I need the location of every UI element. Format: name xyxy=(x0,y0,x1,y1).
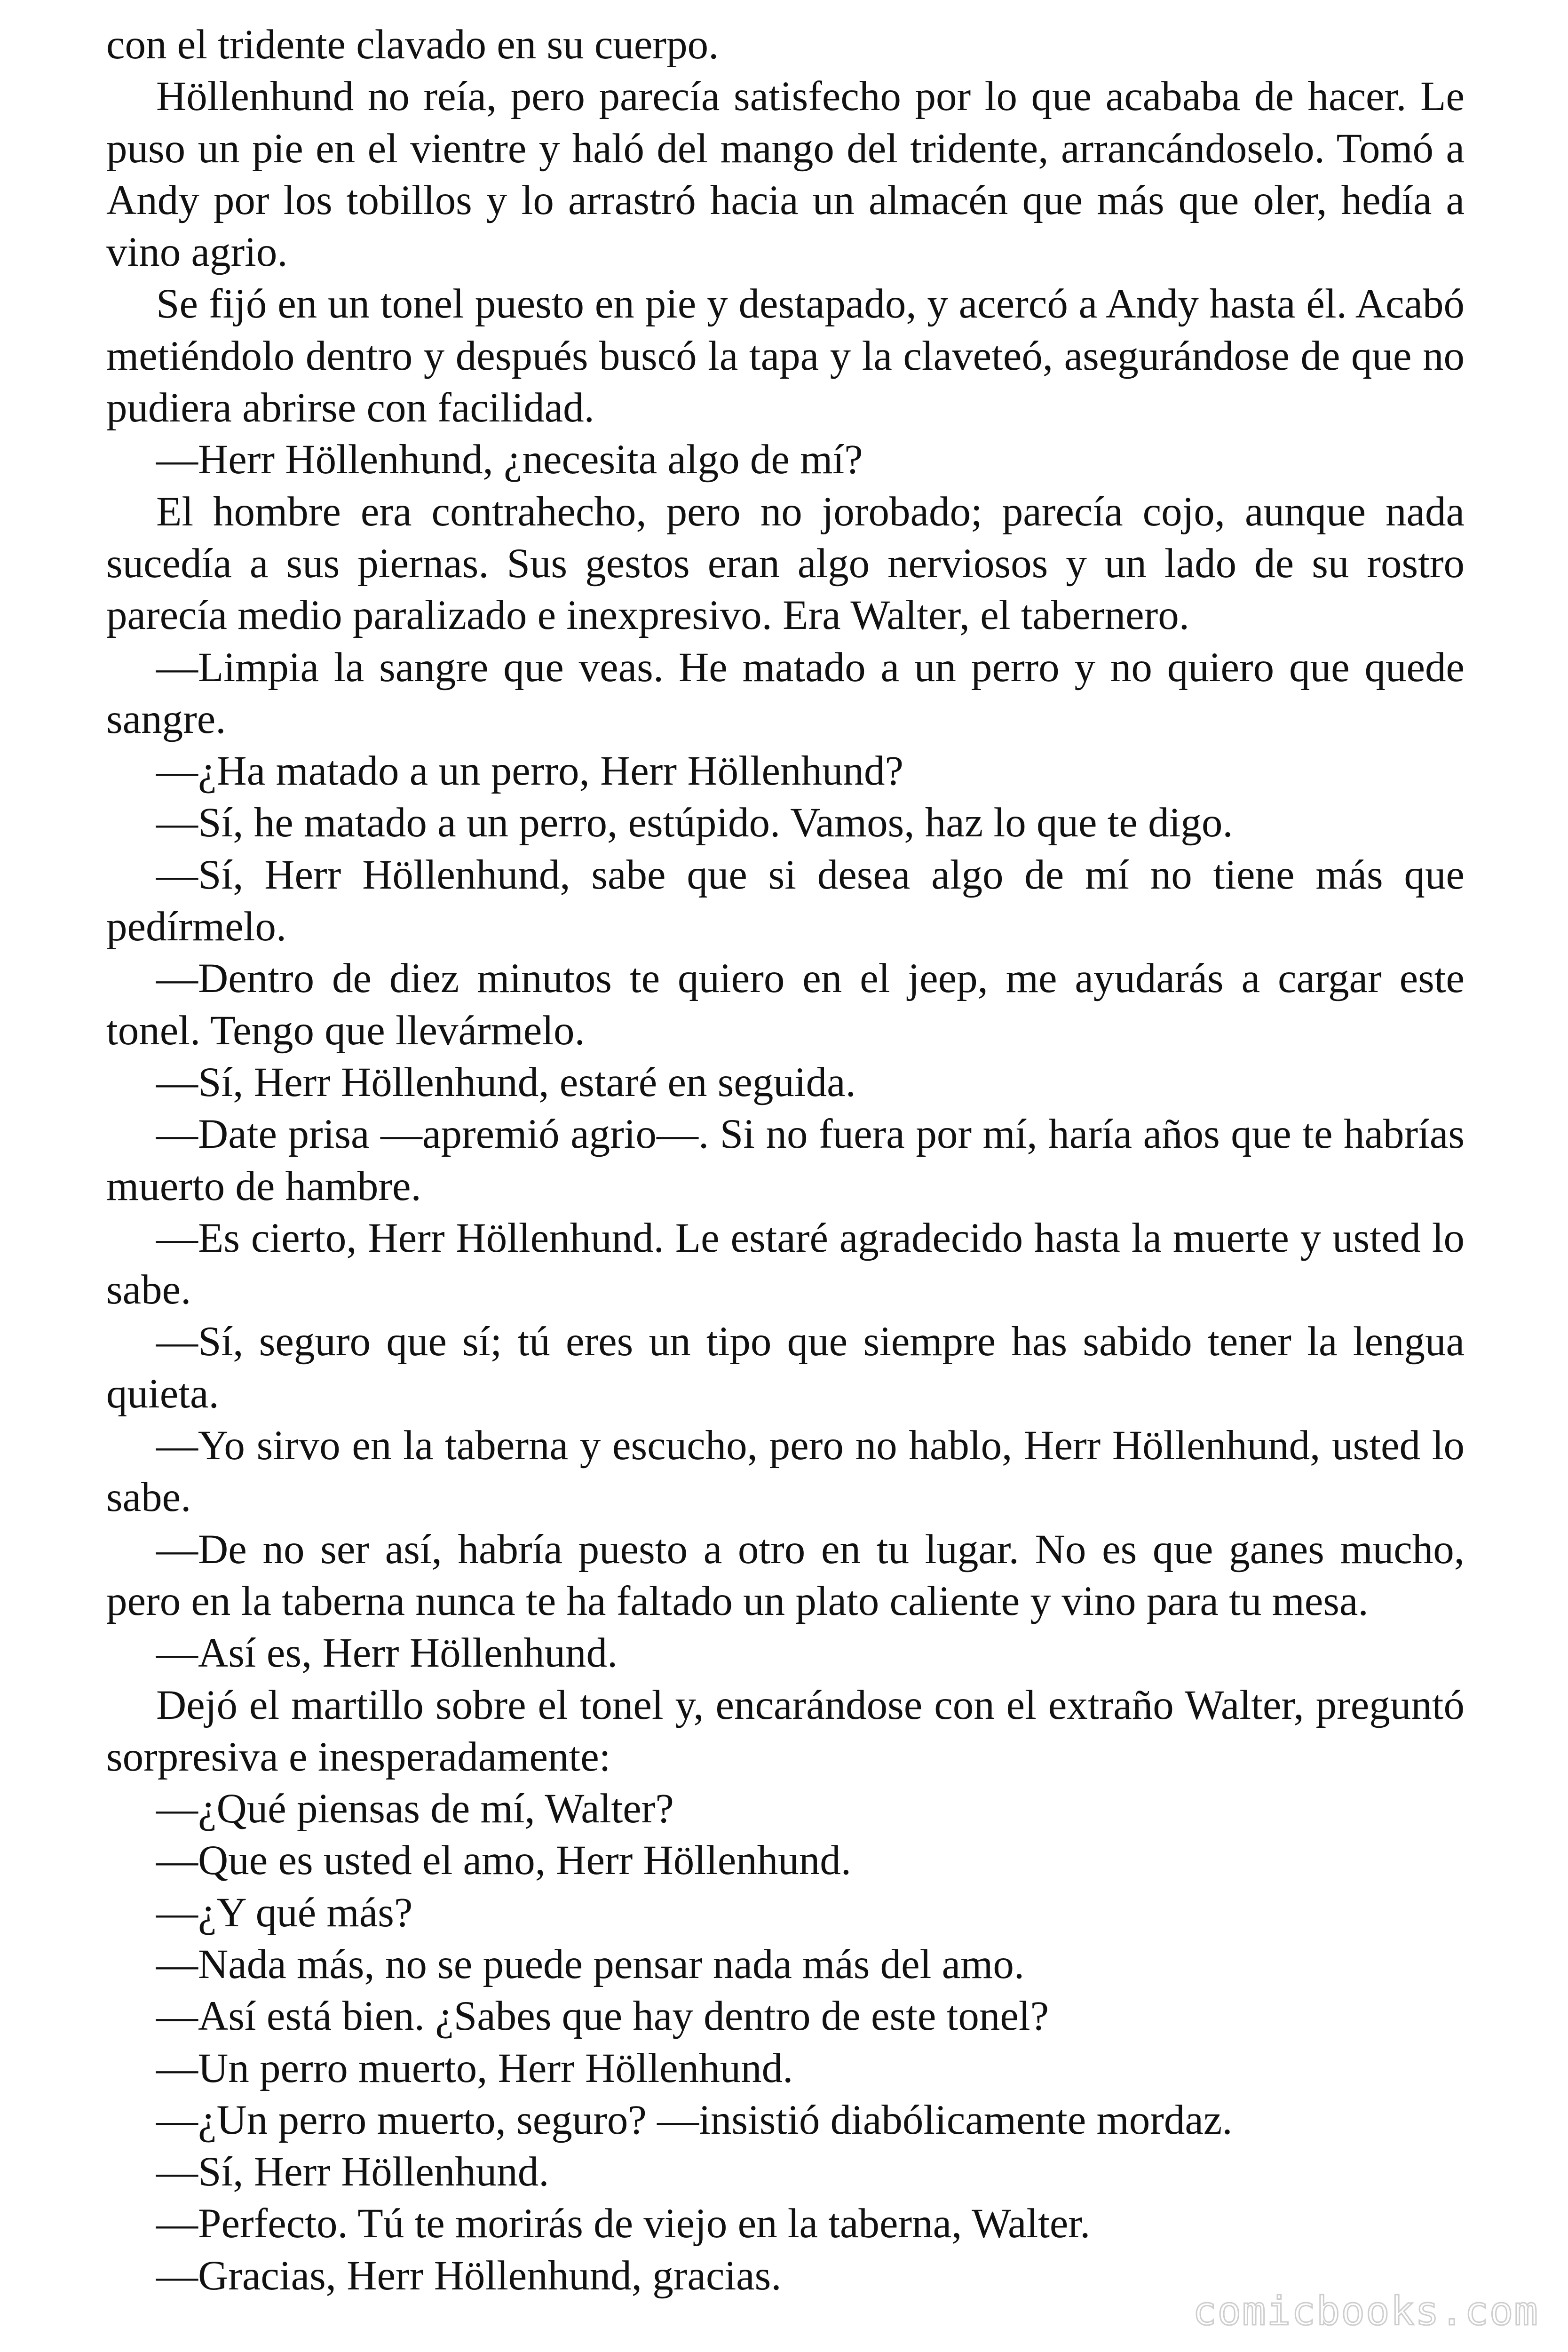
dialogue-line: —Sí, Herr Höllenhund. xyxy=(156,2149,549,2195)
dialogue-line: —Así es, Herr Höllenhund. xyxy=(156,1630,618,1677)
paragraph: con el tridente clavado en su cuerpo. xyxy=(106,22,719,68)
dialogue-line: —Sí, Herr Höllenhund, sabe que si desea algo de mí no tiene más que pedírmelo. xyxy=(106,851,1465,950)
dialogue-line: —De no ser así, habría puesto a otro en tu lugar. No es que ganes mucho, pero en la taberna nunca te ha faltado un plato caliente y vino para tu mesa. xyxy=(106,1526,1465,1624)
dialogue-line: —Date prisa —apremió agrio—. Si no fuera por mí, haría años que te habrías muerto de hambre. xyxy=(106,1111,1465,1209)
dialogue-line: —Es cierto, Herr Höllenhund. Le estaré agradecido hasta la muerte y usted lo sabe. xyxy=(106,1215,1465,1313)
paragraph: Se fijó en un tonel puesto en pie y destapado, y acercó a Andy hasta él. Acabó metiéndolo dentro y después buscó la tapa y la claveteó, asegurándose de que no pudiera abrirse con facilidad. xyxy=(106,281,1465,431)
paragraph: Höllenhund no reía, pero parecía satisfecho por lo que acababa de hacer. Le puso un pie en el vientre y haló del mango del tridente, arrancándoselo. Tomó a Andy por los tobillos y lo arrastró hacia un almacén que más que oler, hedía a vino agrio. xyxy=(106,73,1465,276)
dialogue-line: —Que es usted el amo, Herr Höllenhund. xyxy=(156,1837,852,1884)
dialogue-line: —Sí, seguro que sí; tú eres un tipo que siempre has sabido tener la lengua quieta. xyxy=(106,1319,1465,1417)
dialogue-line: —Herr Höllenhund, ¿necesita algo de mí? xyxy=(156,437,863,483)
dialogue-line: —¿Ha matado a un perro, Herr Höllenhund? xyxy=(156,748,904,795)
paragraph: El hombre era contrahecho, pero no jorobado; parecía cojo, aunque nada sucedía a sus piernas. Sus gestos eran algo nerviosos y un lado de su rostro parecía medio paralizado e inexpresivo. Era Walter, el tabernero. xyxy=(106,488,1465,639)
paragraph: Dejó el martillo sobre el tonel y, encarándose con el extraño Walter, preguntó sorpresiva e inesperadamente: xyxy=(106,1682,1465,1780)
dialogue-line: —Nada más, no se puede pensar nada más del amo. xyxy=(156,1941,1025,1987)
watermark: comicbooks.com xyxy=(1192,2288,1539,2334)
dialogue-line: —¿Qué piensas de mí, Walter? xyxy=(156,1786,674,1832)
dialogue-line: —Yo sirvo en la taberna y escucho, pero no hablo, Herr Höllenhund, usted lo sabe. xyxy=(106,1422,1465,1521)
dialogue-line: —Dentro de diez minutos te quiero en el jeep, me ayudarás a cargar este tonel. Tengo que llevármelo. xyxy=(106,955,1465,1054)
page-body xyxy=(106,19,1465,2302)
dialogue-line: —¿Y qué más? xyxy=(156,1889,413,1936)
dialogue-line: —Así está bien. ¿Sabes que hay dentro de este tonel? xyxy=(156,1993,1049,2040)
dialogue-line: —Limpia la sangre que veas. He matado a un perro y no quiero que quede sangre. xyxy=(106,644,1465,742)
dialogue-line: —Perfecto. Tú te morirás de viejo en la taberna, Walter. xyxy=(156,2201,1091,2247)
dialogue-line: —¿Un perro muerto, seguro? —insistió diabólicamente mordaz. xyxy=(156,2097,1233,2143)
dialogue-line: —Gracias, Herr Höllenhund, gracias. xyxy=(156,2252,782,2299)
dialogue-line: —Sí, Herr Höllenhund, estaré en seguida. xyxy=(156,1059,856,1105)
dialogue-line: —Sí, he matado a un perro, estúpido. Vamos, haz lo que te digo. xyxy=(156,800,1233,846)
dialogue-line: —Un perro muerto, Herr Höllenhund. xyxy=(156,2045,793,2091)
